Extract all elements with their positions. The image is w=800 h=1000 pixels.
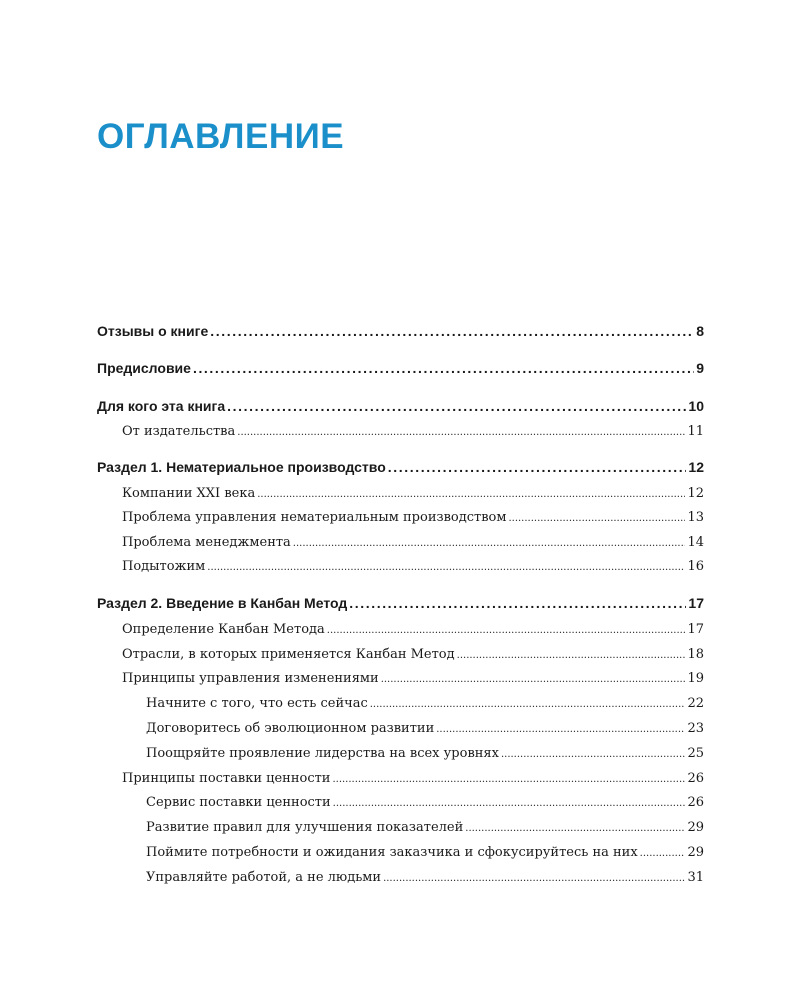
toc-entry-label: Для кого эта книга — [97, 398, 226, 414]
toc-page-number: 18 — [687, 647, 704, 662]
toc-leader-dots — [257, 484, 685, 506]
toc-leader-dots — [640, 843, 686, 865]
toc-entry[interactable] — [122, 644, 704, 666]
toc-entry-label: Принципы поставки ценности — [122, 771, 331, 786]
toc-leader-dots — [381, 669, 686, 691]
toc-entry-label: Договоритесь об эволюционном развитии — [146, 721, 435, 736]
toc-page-number: 29 — [687, 845, 704, 860]
toc-page-number: 9 — [696, 360, 704, 376]
toc-leader-dots — [457, 645, 686, 667]
toc-leader-dots — [293, 533, 686, 555]
toc-entry[interactable] — [122, 668, 704, 690]
toc-page-number: 12 — [688, 459, 704, 475]
toc-leader-dots — [370, 694, 686, 716]
toc-entry[interactable] — [122, 556, 704, 578]
toc-entry-label: Сервис поставки ценности — [146, 795, 331, 810]
toc-entry[interactable] — [146, 817, 704, 839]
toc-leader-dots — [501, 744, 685, 766]
toc-entry-label: Отрасли, в которых применяется Канбан Метод — [122, 647, 455, 662]
toc-entry[interactable] — [97, 456, 704, 478]
toc-entry[interactable] — [122, 619, 704, 641]
toc-entry[interactable] — [97, 395, 704, 417]
toc-page-number: 11 — [687, 424, 704, 439]
toc-entry-label: Поймите потребности и ожидания заказчика и сфокусируйтесь на них — [146, 845, 638, 860]
toc-entry-label: Проблема управления нематериальным производством — [122, 510, 507, 525]
toc-entry[interactable] — [122, 532, 704, 554]
toc-entry[interactable] — [146, 693, 704, 715]
toc-leader-dots — [227, 395, 686, 417]
toc-leader-dots — [207, 557, 685, 579]
toc-page-number: 25 — [687, 746, 704, 761]
toc-leader-dots — [333, 793, 686, 815]
toc-page-number: 10 — [688, 398, 704, 414]
toc-leader-dots — [193, 357, 694, 379]
toc-entry[interactable] — [146, 792, 704, 814]
toc-page-number: 8 — [696, 323, 704, 339]
toc-entry[interactable] — [146, 718, 704, 740]
toc-page-number: 17 — [688, 595, 704, 611]
toc-entry-label: Определение Канбан Метода — [122, 622, 325, 637]
toc-entry-label: Принципы управления изменениями — [122, 671, 379, 686]
toc-entry[interactable] — [122, 483, 704, 505]
toc-entry[interactable] — [122, 421, 704, 443]
toc-entry[interactable] — [122, 768, 704, 790]
toc-page-number: 19 — [687, 671, 704, 686]
toc-leader-dots — [465, 818, 685, 840]
toc-leader-dots — [383, 868, 685, 890]
toc-leader-dots — [332, 769, 685, 791]
toc-entry[interactable] — [146, 867, 704, 889]
toc-page-number: 26 — [687, 795, 704, 810]
toc-entry-label: Раздел 1. Нематериальное производство — [97, 459, 386, 475]
toc-leader-dots — [349, 592, 686, 614]
toc-entry[interactable] — [146, 743, 704, 765]
toc-page-number: 29 — [687, 820, 704, 835]
toc-entry[interactable] — [97, 357, 704, 379]
toc-page-number: 26 — [687, 771, 704, 786]
toc-entry-label: Раздел 2. Введение в Канбан Метод — [97, 595, 348, 611]
toc-page-number: 12 — [687, 486, 704, 501]
toc-page-number: 31 — [687, 870, 704, 885]
toc-entry-label: Начните с того, что есть сейчас — [146, 696, 368, 711]
toc-entry[interactable] — [122, 507, 704, 529]
toc-page-number: 17 — [687, 622, 704, 637]
toc-page-number: 14 — [687, 535, 704, 550]
toc-leader-dots — [436, 719, 685, 741]
toc-entry-label: Поощряйте проявление лидерства на всех уровнях — [146, 746, 499, 761]
toc-entry[interactable] — [97, 592, 704, 614]
toc-entry-label: Отзывы о книге — [97, 323, 209, 339]
toc-entry[interactable] — [146, 842, 704, 864]
toc-leader-dots — [237, 422, 685, 444]
toc-entry[interactable] — [97, 320, 704, 342]
toc-page-number: 13 — [687, 510, 704, 525]
toc-entry-label: Компании XXI века — [122, 486, 256, 501]
toc-page-number: 22 — [687, 696, 704, 711]
toc-page-number: 16 — [687, 559, 704, 574]
toc-entry-label: Проблема менеджмента — [122, 535, 291, 550]
toc-entry-label: Предисловие — [97, 360, 191, 376]
toc-leader-dots — [388, 456, 687, 478]
toc-entry-label: От издательства — [122, 424, 236, 439]
toc-leader-dots — [508, 508, 685, 530]
toc-entry-label: Развитие правил для улучшения показателей — [146, 820, 464, 835]
toc-leader-dots — [327, 620, 686, 642]
toc-leader-dots — [210, 320, 694, 342]
page-title: ОГЛАВЛЕНИЕ — [97, 117, 345, 156]
toc-entry-label: Подытожим — [122, 559, 206, 574]
toc-entry-label: Управляйте работой, а не людьми — [146, 870, 382, 885]
toc-page-number: 23 — [687, 721, 704, 736]
